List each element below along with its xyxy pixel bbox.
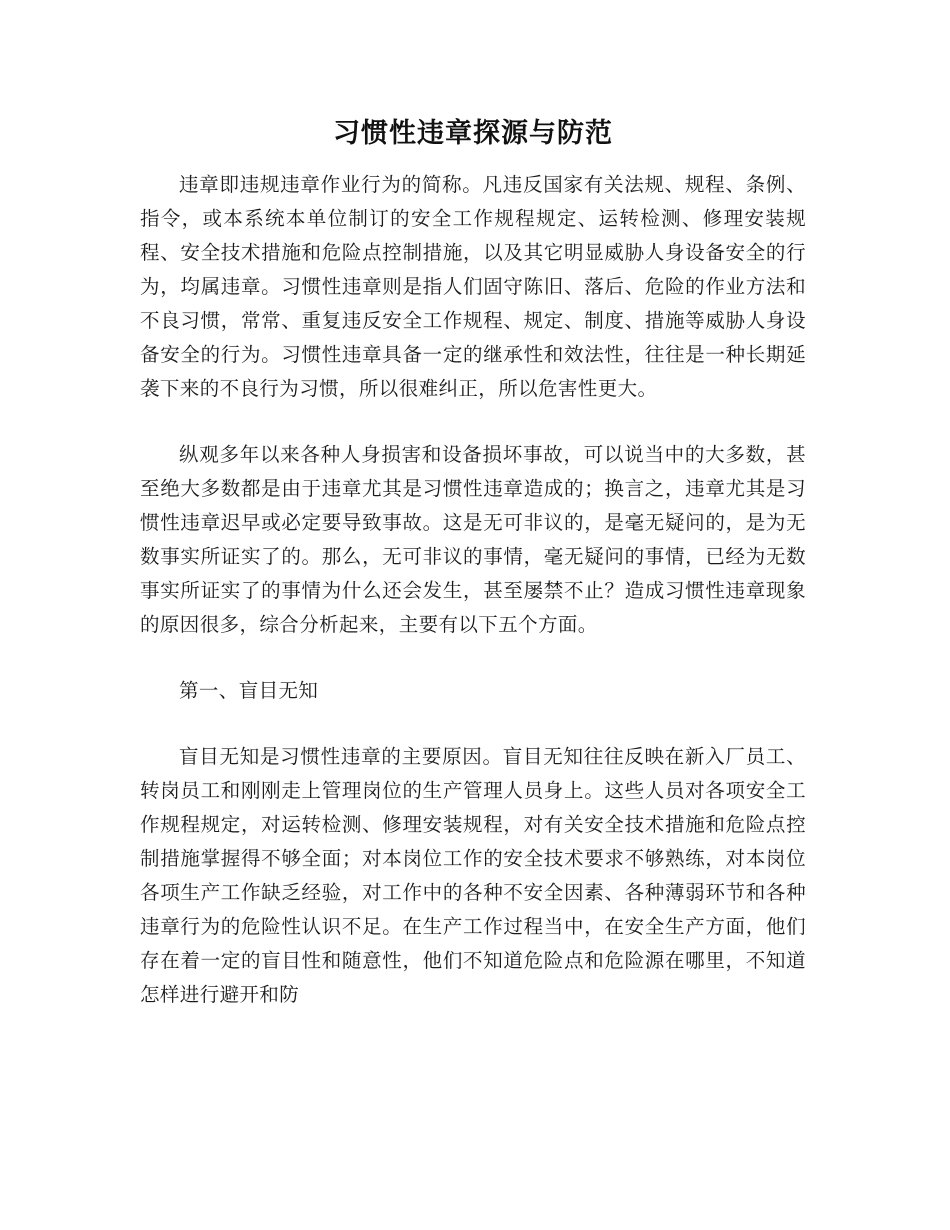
document-body xyxy=(140,114,806,1012)
paragraph-definition: 违章即违规违章作业行为的简称。凡违反国家有关法规、规程、条例、指令，或本系统本单位制订的安全工作规程规定、运转检测、修理安装规程、安全技术措施和危险点控制措施，以及其它明显威胁人身设备安全的行为，均属违章。习惯性违章则是指人们固守陈旧、落后、危险的作业方法和不良习惯，常常、重复违反安全工作规程、规定、制度、措施等威胁人身设备安全的行为。习惯性违章具备一定的继承性和效法性，往往是一种长期延袭下来的不良行为习惯，所以很难纠正，所以危害性更大。 xyxy=(140,173,806,400)
document-title: 习惯性违章探源与防范 xyxy=(333,118,613,149)
paragraph-overview: 纵观多年以来各种人身损害和设备损坏事故，可以说当中的大多数，甚至绝大多数都是由于违章尤其是习惯性违章造成的；换言之，违章尤其是习惯性违章迟早或必定要导致事故。这是无可非议的，是毫无疑问的，是为无数事实所证实了的。那么，无可非议的事情，毫无疑问的事情，已经为无数事实所证实了的事情为什么还会发生，甚至屡禁不止？造成习惯性违章现象的原因很多，综合分析起来，主要有以下五个方面。 xyxy=(140,443,806,636)
section-heading-blind-ignorance: 第一、盲目无知 xyxy=(179,679,319,702)
paragraph-blind-ignorance: 盲目无知是习惯性违章的主要原因。盲目无知往往反映在新入厂员工、转岗员工和刚刚走上管理岗位的生产管理人员身上。这些人员对各项安全工作规程规定，对运转检测、修理安装规程，对有关安全技术措施和危险点控制措施掌握得不够全面；对本岗位工作的安全技术要求不够熟练，对本岗位各项生产工作缺乏经验，对工作中的各种不安全因素、各种薄弱环节和各种违章行为的危险性认识不足。在生产工作过程当中，在安全生产方面，他们存在着一定的盲目性和随意性，他们不知道危险点和危险源在哪里，不知道怎样进行避开和防 xyxy=(140,745,806,1006)
